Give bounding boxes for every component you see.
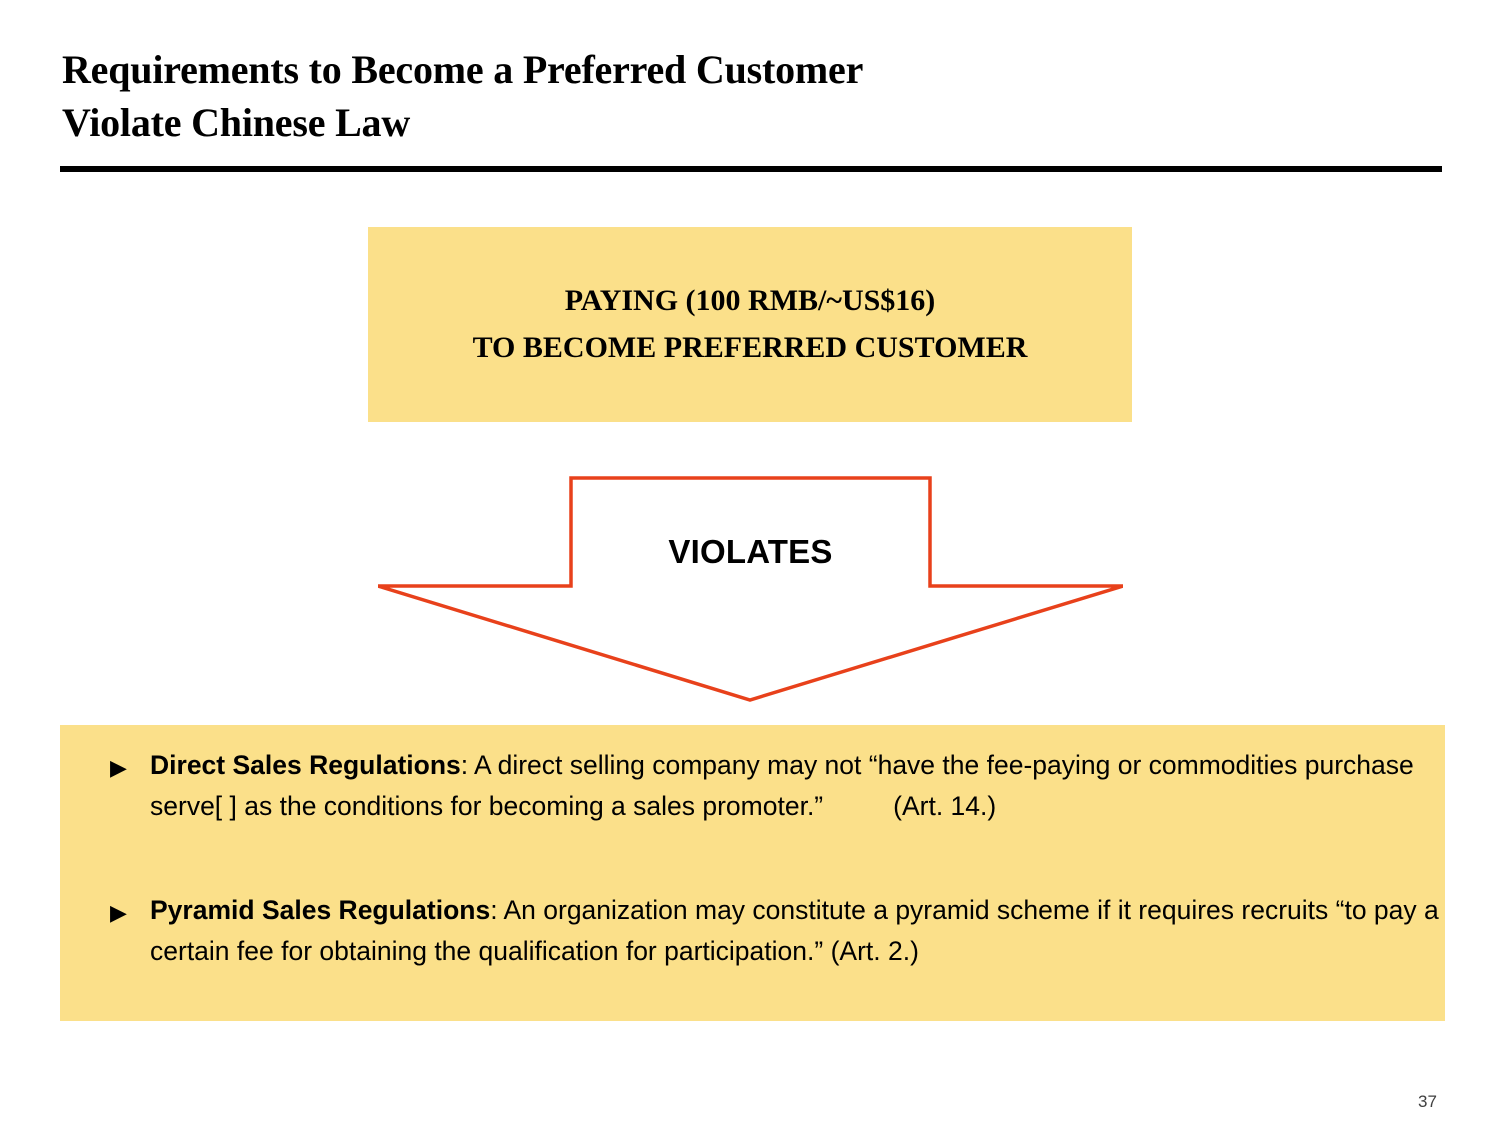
bullet-lead-2: Pyramid Sales Regulations: [150, 895, 491, 925]
page-title: [62, 44, 1442, 150]
premise-line-2: TO BECOME PREFERRED CUSTOMER: [472, 330, 1028, 364]
bullet-text-2: [150, 890, 1440, 972]
page-number: 37: [1418, 1092, 1437, 1111]
bullet-arrow-icon: ▶: [110, 900, 127, 925]
list-item: [110, 890, 1440, 972]
bullet-body-1: : A direct selling company may not “have the fee-paying or commodities purchase serve[ ] as the conditions for becoming a sales promoter.”: [150, 750, 1414, 822]
bullet-lead-1: Direct Sales Regulations: [150, 750, 461, 780]
premise-line-1: PAYING (100 RMB/~US$16): [564, 284, 936, 317]
bullet-text-1: [150, 745, 1440, 827]
violates-arrow-label: VIOLATES: [668, 533, 833, 570]
bullet-body-2: : An organization may constitute a pyramid scheme if it requires recruits “to pay a certain fee for obtaining the qualification for participation.” (Art. 2.): [150, 895, 1439, 967]
regulations-box: [60, 725, 1445, 1021]
page-title-line-2: Violate Chinese Law: [62, 99, 411, 145]
title-divider: [60, 166, 1442, 172]
violates-arrow: [378, 468, 1123, 708]
premise-box: [368, 227, 1132, 422]
list-item: [110, 745, 1440, 827]
down-arrow-shape: [378, 478, 1123, 700]
page-title-line-1: Requirements to Become a Preferred Customer: [62, 47, 864, 92]
bullet-citation-1: (Art. 14.): [893, 791, 997, 822]
bullet-arrow-icon: ▶: [110, 755, 127, 780]
